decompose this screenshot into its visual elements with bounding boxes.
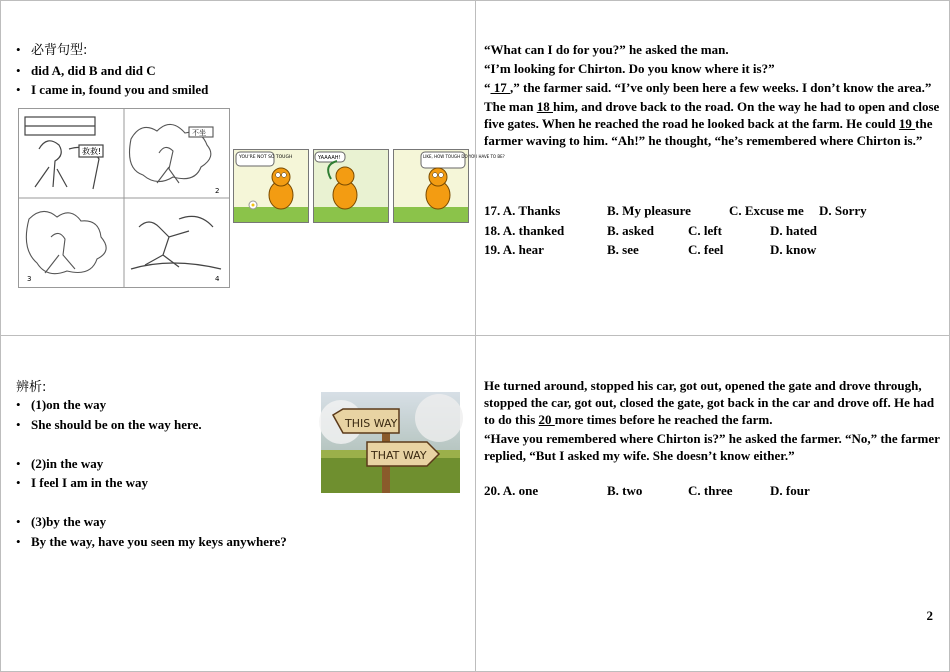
slide-panel-cloze-part2 <box>475 335 950 672</box>
option-a: 17. A. Thanks <box>484 203 561 218</box>
passage-line: “ 17 ,” the farmer said. “I’ve only been here a few weeks. I don’t know the area.” <box>484 80 932 95</box>
option-b: B. asked <box>607 222 654 238</box>
signpost-icon <box>321 392 460 493</box>
svg-text:THIS WAY: THIS WAY <box>345 417 398 430</box>
answer-options <box>484 201 944 260</box>
list-item: • (1)on the way <box>16 395 287 415</box>
slide-panel-cloze-part1 <box>475 0 950 336</box>
option-a: 19. A. hear <box>484 242 544 257</box>
heading-text: 必背句型: <box>31 43 88 58</box>
blank-18: 18 <box>536 99 553 114</box>
passage-line: “I’m looking for Chirton. Do you know where it is?” <box>484 61 775 76</box>
slide-panel-phrase-analysis <box>0 335 476 672</box>
option-d: D. know <box>770 242 817 257</box>
svg-text:THAT WAY: THAT WAY <box>371 449 427 462</box>
passage-paragraph: He turned around, stopped his car, got out, opened the gate and drove through, stopped the car, got out, closed the gate, got back in the car and drove off. He had to do this 20 more times before he reached the farm. <box>484 378 935 427</box>
blank-19: 19 <box>898 116 916 131</box>
option-row-19 <box>484 240 944 260</box>
option-a: 20. A. one <box>484 483 539 498</box>
list-item: • (2)in the way <box>16 454 287 474</box>
passage-paragraph: The man 18 him, and drove back to the road. On the way he had to open and close five gates. When he reached the road he looked back at the farm. He could 19 the farmer waving to him. “Ah!” he thought, “he’s remembered where Chirton is.” <box>484 99 940 148</box>
option-c: C. left <box>688 222 722 238</box>
option-a: 18. A. thanked <box>484 222 565 238</box>
svg-text:救救!: 救救! <box>82 147 102 156</box>
answer-options <box>484 481 944 501</box>
list-item: • (3)by the way <box>16 512 287 532</box>
comic-sketch-icon <box>19 109 229 287</box>
heading-text: 辨析: <box>16 380 47 395</box>
option-d: D. four <box>770 483 810 498</box>
list-item: • did A, did B and did C <box>16 61 208 81</box>
svg-text:4: 4 <box>215 275 220 283</box>
list-item <box>16 40 208 61</box>
sentence-pattern-list <box>16 40 208 100</box>
four-panel-comic-image <box>18 108 230 288</box>
option-row-17 <box>484 201 944 221</box>
blank-20: 20 <box>538 412 555 427</box>
svg-text:YAAAAH!: YAAAAH! <box>318 155 341 161</box>
page-number: 2 <box>926 608 933 623</box>
option-d: D. hated <box>770 222 817 238</box>
option-c: C. Excuse me <box>729 203 804 218</box>
svg-text:2: 2 <box>215 187 220 195</box>
svg-text:YOU'RE NOT SO TOUGH: YOU'RE NOT SO TOUGH <box>239 155 293 160</box>
list-item: • I came in, found you and smiled <box>16 80 208 100</box>
blank-17: 17 <box>490 80 510 95</box>
option-b: B. My pleasure <box>607 203 691 218</box>
svg-text:LIKE, HOW TOUGH DO YOU HAVE TO: LIKE, HOW TOUGH DO YOU HAVE TO BE? <box>423 154 505 159</box>
direction-sign-photo <box>321 392 460 493</box>
garfield-icon <box>233 149 505 223</box>
passage-line: “What can I do for you?” he asked the man. <box>484 42 729 57</box>
list-item: • By the way, have you seen my keys anywhere? <box>16 532 287 552</box>
cloze-passage <box>484 41 944 151</box>
list-item: • I feel I am in the way <box>16 473 287 493</box>
garfield-comic-strip-image <box>233 149 505 223</box>
list-item: • She should be on the way here. <box>16 415 287 435</box>
svg-text:不坐: 不坐 <box>192 129 206 137</box>
option-b: B. two <box>607 483 643 498</box>
option-row-18 <box>484 221 944 241</box>
option-c: C. three <box>688 483 733 498</box>
phrase-list <box>16 395 287 551</box>
svg-text:3: 3 <box>27 275 32 283</box>
option-c: C. feel <box>688 242 724 257</box>
option-row-20 <box>484 481 944 501</box>
cloze-passage <box>484 377 944 466</box>
option-b: B. see <box>607 242 639 257</box>
passage-paragraph: “Have you remembered where Chirton is?” he asked the farmer. “No,” the farmer replied, “But I asked my wife. She doesn’t know either.” <box>484 431 940 463</box>
option-d: D. Sorry <box>819 203 867 218</box>
